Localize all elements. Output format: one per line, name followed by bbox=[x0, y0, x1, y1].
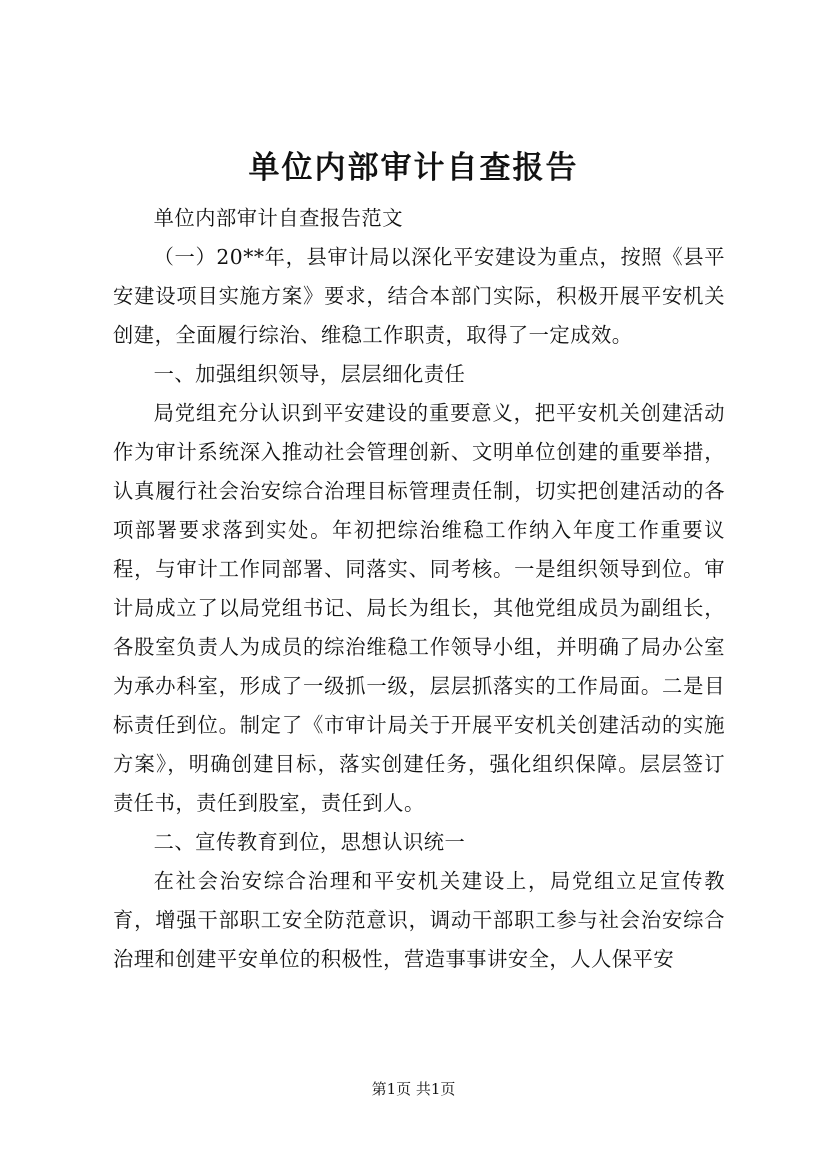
section-heading-2: 二、宣传教育到位，思想认识统一 bbox=[153, 830, 466, 854]
document-title: 单位内部审计自查报告 bbox=[248, 150, 579, 186]
section-heading-1: 一、加强组织领导，层层细化责任 bbox=[153, 362, 466, 386]
intro-paragraph: （一）20**年，县审计局以深化平安建设为重点，按照《县平安建设项目实施方案》要求，结合本部门实际，积极开展平安机关创建，全面履行综治、维稳工作职责，取得了一定成效。 bbox=[113, 245, 725, 347]
section-paragraph-1: 局党组充分认识到平安建设的重要意义，把平安机关创建活动作为审计系统深入推动社会管理创新、文明单位创建的重要举措，认真履行社会治安综合治理目标管理责任制，切实把创建活动的各项部署要求落到实处。年初把综治维稳工作纳入年度工作重要议程，与审计工作同部署、同落实、同考核。一是组织领导到位。审计局成立了以局党组书记、局长为组长，其他党组成员为副组长，各股室负责人为成员的综治维稳工作领导小组，并明确了局办公室为承办科室，形成了一级抓一级，层层抓落实的工作局面。二是目标责任到位。制定了《市审计局关于开展平安机关创建活动的实施方案》，明确创建目标，落实创建任务，强化组织保障。层层签订责任书，责任到股室，责任到人。 bbox=[113, 401, 725, 815]
section-paragraph-2: 在社会治安综合治理和平安机关建设上，局党组立足宣传教育，增强干部职工安全防范意识，调动干部职工参与社会治安综合治理和创建平安单位的积极性，营造事事讲安全，人人保平安 bbox=[113, 869, 725, 971]
document-body bbox=[113, 199, 725, 979]
page-number-footer: 第1页 共1页 bbox=[371, 1080, 456, 1098]
subtitle-paragraph: 单位内部审计自查报告范文 bbox=[153, 206, 403, 230]
